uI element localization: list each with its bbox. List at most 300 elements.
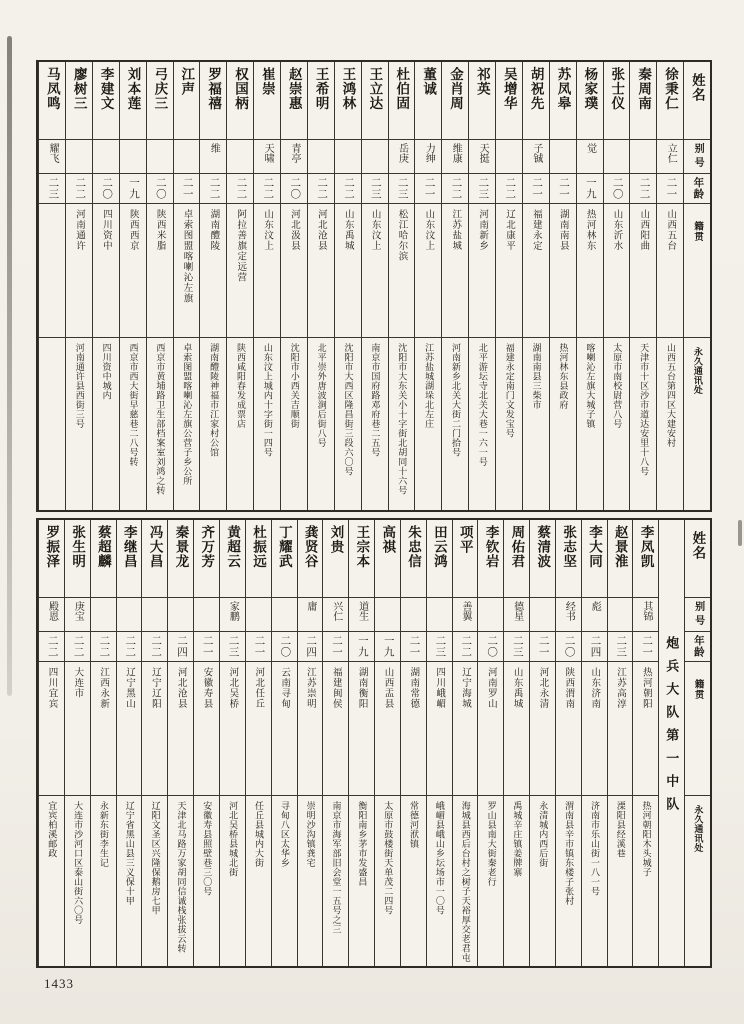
native-place-cell — [335, 204, 361, 338]
person-native-place: 山东济南 — [589, 667, 600, 709]
person-address: 沈阳市小西关吉顺街 — [289, 343, 300, 429]
address-cell — [478, 796, 503, 966]
native-place-cell — [550, 204, 576, 338]
native-place-cell — [227, 204, 253, 338]
name-cell — [220, 520, 245, 598]
native-place-cell — [582, 662, 607, 796]
alias-cell — [556, 598, 581, 632]
person-address: 太原市鼓楼街天单茂二四号 — [383, 801, 394, 915]
person-age: 二四 — [175, 635, 187, 658]
person-column — [607, 520, 633, 966]
native-place-cell — [657, 204, 683, 338]
age-cell — [142, 632, 167, 662]
age-cell — [523, 174, 549, 204]
name-cell — [308, 62, 334, 140]
person-name: 廖树三 — [71, 67, 87, 111]
person-address: 北平游坛寺北关大巷一六一号 — [477, 343, 488, 467]
alias-cell — [478, 598, 503, 632]
person-age: 二二 — [262, 177, 274, 200]
age-cell — [168, 632, 193, 662]
person-column — [581, 520, 607, 966]
person-age: 二三 — [615, 635, 627, 658]
person-column — [38, 520, 64, 966]
binding-shadow — [7, 36, 12, 696]
field-label-age: 年龄 — [692, 635, 704, 658]
person-alias: 天啸 — [262, 143, 274, 163]
name-cell — [657, 62, 683, 140]
name-cell — [496, 62, 522, 140]
alias-cell — [308, 140, 334, 174]
person-alias: 善翼 — [459, 601, 471, 621]
native-place-cell — [504, 662, 529, 796]
native-place-cell — [39, 204, 65, 338]
native-place-cell — [174, 204, 200, 338]
person-native-place: 辽宁辽阳 — [149, 667, 160, 709]
person-alias: 德星 — [511, 601, 523, 621]
address-cell — [298, 796, 323, 966]
person-column — [426, 520, 452, 966]
person-name: 冯大昌 — [147, 525, 163, 569]
name-cell — [39, 520, 64, 598]
person-address: 四川资中城内 — [101, 343, 112, 400]
person-column — [280, 62, 307, 510]
person-age: 二一 — [641, 635, 653, 658]
person-name: 项平 — [457, 525, 473, 554]
person-age: 二二 — [72, 635, 84, 658]
age-cell — [281, 174, 307, 204]
person-address: 大连市沙河口区泰山街六〇号 — [73, 801, 84, 925]
age-cell — [220, 632, 245, 662]
alias-cell — [147, 140, 173, 174]
person-column — [374, 520, 400, 966]
person-alias: 经书 — [563, 601, 575, 621]
field-header-native-cell — [684, 204, 710, 338]
name-cell — [298, 520, 323, 598]
address-cell — [550, 338, 576, 510]
person-column — [348, 520, 374, 966]
name-cell — [39, 62, 65, 140]
alias-cell — [91, 598, 116, 632]
name-cell — [453, 520, 478, 598]
person-native-place: 江苏高淳 — [615, 667, 626, 709]
person-native-place: 安徽寿县 — [201, 667, 212, 709]
person-age: 二〇 — [563, 635, 575, 658]
age-cell — [120, 174, 146, 204]
person-address: 天津北马路万家胡同信诚栈张拔云转 — [176, 801, 187, 953]
person-column — [64, 520, 90, 966]
name-cell — [168, 520, 193, 598]
person-age: 二三 — [511, 635, 523, 658]
alias-cell — [120, 140, 146, 174]
alias-cell — [523, 140, 549, 174]
name-cell — [550, 62, 576, 140]
name-cell — [246, 520, 271, 598]
address-cell — [39, 338, 65, 510]
person-age: 二一 — [408, 635, 420, 658]
native-place-cell — [220, 662, 245, 796]
person-native-place: 陕西西京 — [127, 209, 138, 251]
person-column — [38, 62, 65, 510]
person-address: 福建永定南门文发宝号 — [504, 343, 515, 438]
age-cell — [39, 632, 64, 662]
alias-cell — [496, 140, 522, 174]
alias-cell — [200, 140, 226, 174]
address-cell — [120, 338, 146, 510]
name-cell — [630, 62, 656, 140]
name-cell — [608, 520, 633, 598]
alias-cell — [220, 598, 245, 632]
person-column — [92, 62, 119, 510]
person-column — [297, 520, 323, 966]
native-place-cell — [442, 204, 468, 338]
address-cell — [496, 338, 522, 510]
person-column — [495, 62, 522, 510]
age-cell — [323, 632, 348, 662]
roster-grid-bottom — [36, 518, 712, 968]
person-name: 秦景龙 — [173, 525, 189, 569]
native-place-cell — [298, 662, 323, 796]
person-age: 二二 — [342, 177, 354, 200]
native-place-cell — [389, 204, 415, 338]
age-cell — [335, 174, 361, 204]
address-cell — [281, 338, 307, 510]
person-name: 王立达 — [367, 67, 383, 111]
person-native-place: 江苏崇明 — [304, 667, 315, 709]
person-native-place: 热河朝阳 — [640, 667, 651, 709]
person-address: 宜宾柏溪邮政 — [47, 801, 58, 858]
native-place-cell — [604, 204, 630, 338]
person-name: 苏凤皋 — [555, 67, 571, 111]
person-native-place: 山东汶上 — [262, 209, 273, 251]
age-cell — [91, 632, 116, 662]
native-place-cell — [530, 662, 555, 796]
person-age: 二三 — [434, 635, 446, 658]
name-cell — [582, 520, 607, 598]
alias-cell — [254, 140, 280, 174]
age-cell — [657, 174, 683, 204]
address-cell — [504, 796, 529, 966]
name-cell — [93, 62, 119, 140]
age-cell — [298, 632, 323, 662]
person-native-place: 山东沂水 — [611, 209, 622, 251]
person-address: 渭南县辛市镇东楼子张村 — [564, 801, 575, 906]
address-cell — [147, 338, 173, 510]
person-address: 辽阳文圣区兴隆保鹅房七甲 — [150, 801, 161, 915]
person-column — [173, 62, 200, 510]
alias-cell — [401, 598, 426, 632]
name-cell — [530, 520, 555, 598]
alias-cell — [142, 598, 167, 632]
person-name: 蔡超麟 — [95, 525, 111, 569]
person-address: 永清城内西后街 — [538, 801, 549, 868]
address-cell — [174, 338, 200, 510]
person-address: 湖南醴陵神福市江家村公馆 — [209, 343, 220, 457]
person-name: 崔崇 — [259, 67, 275, 96]
person-alias: 其锦 — [640, 601, 652, 621]
person-age: 二一 — [201, 635, 213, 658]
field-header-column — [683, 62, 710, 510]
person-address: 河北吴桥县城北街 — [228, 801, 239, 877]
person-column — [656, 62, 683, 510]
person-name: 齐万芳 — [199, 525, 215, 569]
person-age: 二二 — [98, 635, 110, 658]
address-cell — [272, 796, 297, 966]
person-column — [116, 520, 142, 966]
person-address: 河南新乡北关大街二门拾号 — [450, 343, 461, 457]
alias-cell — [323, 598, 348, 632]
person-address: 溧阳县经溪巷 — [615, 801, 626, 858]
person-native-place: 松江哈尔滨 — [396, 209, 407, 262]
name-cell — [415, 62, 441, 140]
field-header-column — [684, 520, 710, 966]
age-cell — [254, 174, 280, 204]
person-column — [441, 62, 468, 510]
person-age: 二三 — [47, 177, 59, 200]
person-name: 蔡清波 — [535, 525, 551, 569]
person-native-place: 江西永新 — [98, 667, 109, 709]
person-age: 二二 — [124, 635, 136, 658]
name-cell — [142, 520, 167, 598]
person-age: 一九 — [356, 635, 368, 658]
person-age: 二二 — [460, 635, 472, 658]
person-name: 祁英 — [474, 67, 490, 96]
person-name: 张生明 — [70, 525, 86, 569]
person-name: 董诚 — [421, 67, 437, 96]
native-place-cell — [65, 662, 90, 796]
native-place-cell — [415, 204, 441, 338]
name-cell — [91, 520, 116, 598]
address-cell — [389, 338, 415, 510]
native-place-cell — [200, 204, 226, 338]
address-cell — [530, 796, 555, 966]
native-place-cell — [308, 204, 334, 338]
person-column — [245, 520, 271, 966]
address-cell — [349, 796, 374, 966]
person-native-place: 辽宁海城 — [459, 667, 470, 709]
alias-cell — [39, 598, 64, 632]
alias-cell — [550, 140, 576, 174]
person-name: 王宗本 — [354, 525, 370, 569]
person-name: 王希明 — [313, 67, 329, 111]
name-cell — [254, 62, 280, 140]
name-cell — [389, 62, 415, 140]
native-place-cell — [117, 662, 142, 796]
person-age: 二一 — [331, 635, 343, 658]
age-cell — [427, 632, 452, 662]
person-native-place: 山东汶上 — [369, 209, 380, 251]
page-number: 1433 — [44, 976, 74, 991]
alias-cell — [427, 598, 452, 632]
address-cell — [427, 796, 452, 966]
address-cell — [453, 796, 478, 966]
person-address: 南京市海军部旧会堂一五号之三 — [331, 801, 342, 934]
name-cell — [633, 520, 658, 598]
person-column — [452, 520, 478, 966]
person-column — [468, 62, 495, 510]
person-alias: 青亭 — [288, 143, 300, 163]
native-place-cell — [168, 662, 193, 796]
name-cell — [174, 62, 200, 140]
person-alias: 庚宝 — [72, 601, 84, 621]
person-native-place: 云南寻甸 — [279, 667, 290, 709]
alias-cell — [335, 140, 361, 174]
person-alias: 维康 — [450, 143, 462, 163]
field-label-age: 年龄 — [692, 177, 704, 200]
person-column — [90, 520, 116, 966]
name-cell — [478, 520, 503, 598]
age-cell — [577, 174, 603, 204]
person-age: 二〇 — [154, 177, 166, 200]
age-cell — [604, 174, 630, 204]
alias-cell — [530, 598, 555, 632]
person-native-place: 江苏盐城 — [450, 209, 461, 251]
address-cell — [39, 796, 64, 966]
alias-cell — [298, 598, 323, 632]
person-address: 西京市黄埔路卫生部档案室刘鸿之转 — [155, 343, 166, 495]
person-name: 徐秉仁 — [662, 67, 678, 111]
address-cell — [469, 338, 495, 510]
field-label-native: 籍贯 — [692, 221, 703, 242]
person-name: 权国柄 — [232, 67, 248, 111]
alias-cell — [442, 140, 468, 174]
person-address: 济南市乐山街一八一号 — [589, 801, 600, 896]
person-address: 山东汶上城内十字街一四号 — [262, 343, 273, 457]
person-address: 安徽寿县照壁巷三〇号 — [202, 801, 213, 896]
address-cell — [220, 796, 245, 966]
address-cell — [630, 338, 656, 510]
field-header-alias-cell — [684, 140, 710, 174]
person-native-place: 山西阳曲 — [638, 209, 649, 251]
person-address: 热河林东县政府 — [558, 343, 569, 410]
age-cell — [496, 174, 522, 204]
person-native-place: 湖南南县 — [557, 209, 568, 251]
age-cell — [200, 174, 226, 204]
person-native-place: 四川峨嵋 — [434, 667, 445, 709]
field-label-native: 籍贯 — [692, 679, 703, 700]
age-cell — [147, 174, 173, 204]
age-cell — [272, 632, 297, 662]
address-cell — [142, 796, 167, 966]
address-cell — [168, 796, 193, 966]
age-cell — [66, 174, 92, 204]
person-name: 龚贤谷 — [302, 525, 318, 569]
person-address: 海城县西后台村之树子天裕厚交老君屯 — [460, 801, 471, 963]
field-label-name: 姓名 — [690, 531, 706, 560]
address-cell — [442, 338, 468, 510]
age-cell — [453, 632, 478, 662]
person-alias: 兴仁 — [330, 601, 342, 621]
alias-cell — [469, 140, 495, 174]
native-place-cell — [478, 662, 503, 796]
alias-cell — [117, 598, 142, 632]
person-native-place: 陕西渭南 — [563, 667, 574, 709]
native-place-cell — [91, 662, 116, 796]
roster-table-bottom — [36, 518, 712, 968]
age-cell — [39, 174, 65, 204]
age-cell — [504, 632, 529, 662]
alias-cell — [504, 598, 529, 632]
person-alias: 彪 — [589, 601, 601, 611]
person-native-place: 山西盂县 — [382, 667, 393, 709]
alias-cell — [375, 598, 400, 632]
person-column — [253, 62, 280, 510]
roster-grid-top — [36, 60, 712, 512]
person-name: 江声 — [179, 67, 195, 96]
person-native-place: 福建永定 — [530, 209, 541, 251]
person-address: 江苏盐城湖垛北左庄 — [424, 343, 435, 429]
person-name: 吴增华 — [501, 67, 517, 111]
person-age: 二二 — [74, 177, 86, 200]
person-native-place: 阿拉善旗定远营 — [235, 209, 246, 283]
alias-cell — [168, 598, 193, 632]
person-age: 二一 — [531, 177, 543, 200]
address-cell — [401, 796, 426, 966]
person-address: 寻甸八区太华乡 — [279, 801, 290, 868]
address-cell — [194, 796, 219, 966]
alias-cell — [246, 598, 271, 632]
alias-cell — [272, 598, 297, 632]
person-column — [334, 62, 361, 510]
person-name: 罗振泽 — [44, 525, 60, 569]
person-age: 二二 — [235, 177, 247, 200]
person-address: 禹城辛庄镇姜牌寨 — [512, 801, 523, 877]
person-age: 一九 — [127, 177, 139, 200]
person-address: 北平崇外唐波涧后街八号 — [316, 343, 327, 448]
person-alias: 耀飞 — [47, 143, 59, 163]
address-cell — [246, 796, 271, 966]
field-header-name-cell — [684, 62, 710, 140]
name-cell — [604, 62, 630, 140]
age-cell — [556, 632, 581, 662]
person-name: 李凤凯 — [638, 525, 654, 569]
person-name: 杜伯固 — [394, 67, 410, 111]
age-cell — [362, 174, 388, 204]
alias-cell — [194, 598, 219, 632]
person-address: 永新东街李生记 — [98, 801, 109, 868]
age-cell — [478, 632, 503, 662]
address-cell — [375, 796, 400, 966]
age-cell — [582, 632, 607, 662]
person-age: 二〇 — [101, 177, 113, 200]
person-name: 朱忠信 — [406, 525, 422, 569]
person-name: 黄超云 — [225, 525, 241, 569]
person-age: 二二 — [46, 635, 58, 658]
person-native-place: 河北沧县 — [315, 209, 326, 251]
address-cell — [577, 338, 603, 510]
person-column — [414, 62, 441, 510]
age-cell — [401, 632, 426, 662]
alias-cell — [39, 140, 65, 174]
age-cell — [375, 632, 400, 662]
age-cell — [389, 174, 415, 204]
name-cell — [504, 520, 529, 598]
name-cell — [66, 62, 92, 140]
unit-title: 炮兵大队第一中队 — [664, 636, 680, 820]
person-native-place: 河南罗山 — [485, 667, 496, 709]
native-place-cell — [630, 204, 656, 338]
age-cell — [246, 632, 271, 662]
person-native-place: 河南新乡 — [477, 209, 488, 251]
person-age: 二三 — [477, 177, 489, 200]
person-age: 一九 — [382, 635, 394, 658]
address-cell — [657, 338, 683, 510]
person-address: 衡阳南乡茅市发盛昌 — [357, 801, 368, 887]
person-name: 罗福禧 — [206, 67, 222, 111]
native-place-cell — [633, 662, 658, 796]
person-column — [199, 62, 226, 510]
name-cell — [335, 62, 361, 140]
person-age: 二一 — [557, 177, 569, 200]
